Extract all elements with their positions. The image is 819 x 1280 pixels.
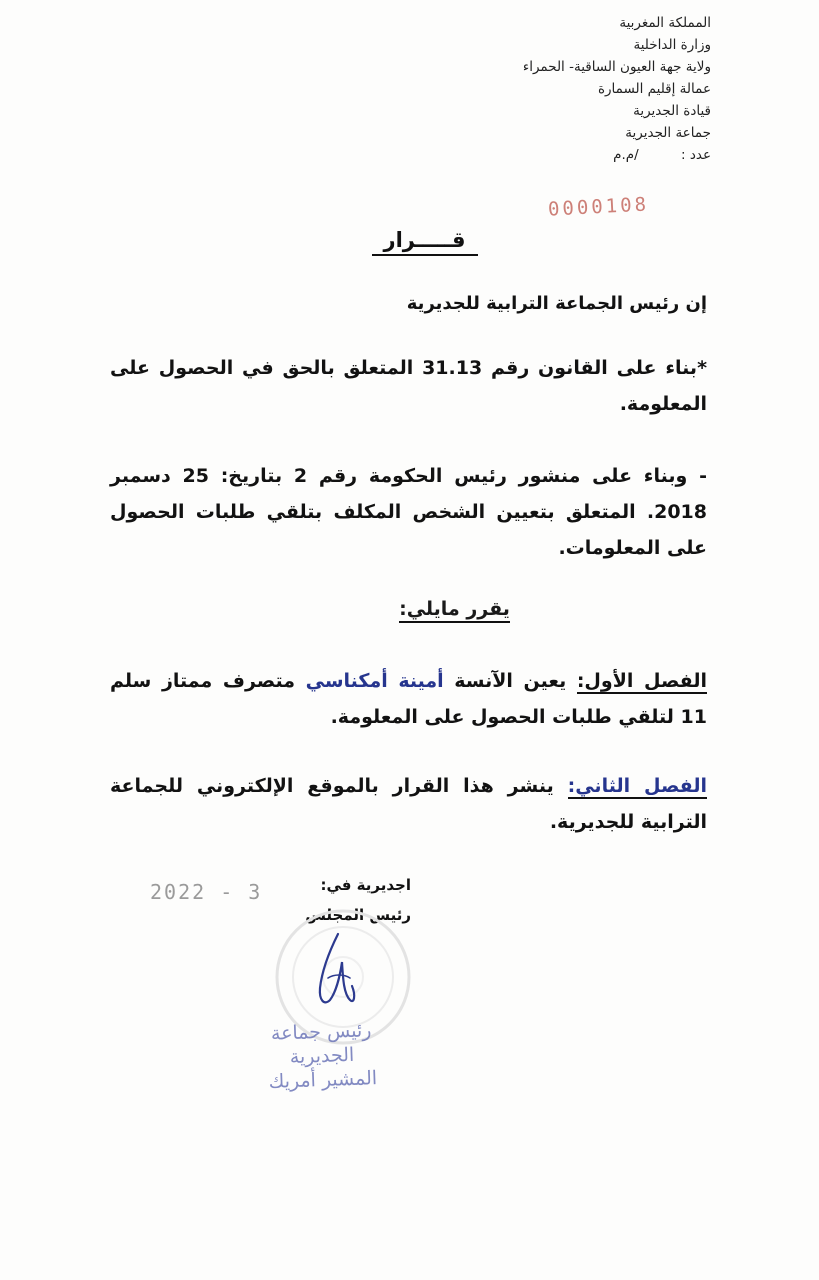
decides-heading bbox=[0, 598, 819, 623]
letterhead-line: جماعة الجديرية bbox=[625, 125, 711, 141]
letterhead-line: ولاية جهة العيون الساقية- الحمراء bbox=[522, 59, 711, 75]
official-stamp-line: رئيس جماعة bbox=[270, 1019, 372, 1045]
date-stamp: 2022 - 3 bbox=[150, 880, 263, 904]
article-1-label: الفصل الأول: bbox=[576, 670, 707, 692]
reference-suffix: /م.م bbox=[613, 147, 639, 163]
letterhead-line: المملكة المغربية bbox=[619, 15, 711, 31]
letterhead-line: وزارة الداخلية bbox=[633, 37, 711, 53]
article-1-appointee-name: أمينة أمكناسي bbox=[305, 670, 444, 692]
document-title-text: قـــــرار bbox=[372, 228, 478, 256]
letterhead-line: عمالة إقليم السمارة bbox=[597, 81, 711, 97]
letterhead-line: قيادة الجديرية bbox=[633, 103, 711, 119]
article-2 bbox=[110, 768, 707, 840]
article-2-label: الفصل الثاني: bbox=[567, 775, 707, 797]
article-1 bbox=[110, 663, 707, 735]
reference-number-stamp: 0000108 bbox=[547, 193, 650, 221]
handwritten-signature-icon bbox=[300, 930, 370, 1020]
place-label: اجديرية في: bbox=[320, 876, 411, 894]
article-2-text: ينشر هذا القرار بالموقع الإلكتروني للجماعة الترابية للجديرية. bbox=[110, 775, 707, 833]
reference-line bbox=[523, 144, 711, 166]
intro-line: إن رئيس الجماعة الترابية للجديرية bbox=[406, 293, 707, 314]
official-stamp bbox=[221, 1017, 423, 1096]
letterhead bbox=[523, 12, 711, 166]
article-1-text-after: متصرف ممتاز سلم 11 لتلقي طلبات الحصول على المعلومة. bbox=[110, 670, 707, 728]
document-title bbox=[0, 228, 819, 256]
paragraph-law-reference: *بناء على القانون رقم 31.13 المتعلق بالحق في الحصول على المعلومة. bbox=[110, 357, 708, 415]
article-1-text-before: يعين الآنسة bbox=[443, 670, 577, 692]
reference-label: عدد : bbox=[681, 147, 711, 163]
official-stamp-line: الجديرية bbox=[289, 1043, 355, 1069]
official-stamp-line: المشير أمريك bbox=[268, 1067, 378, 1093]
decides-heading-text: يقرر مايلي: bbox=[399, 598, 510, 623]
signatory-role: رئيس المجلس bbox=[305, 906, 411, 924]
paragraph-circular-reference: - وبناء على منشور رئيس الحكومة رقم 2 بتاريخ: 25 دسمبر 2018. المتعلق بتعيين الشخص المكلف بتلقي طلبات الحصول على المعلومات. bbox=[110, 465, 707, 559]
